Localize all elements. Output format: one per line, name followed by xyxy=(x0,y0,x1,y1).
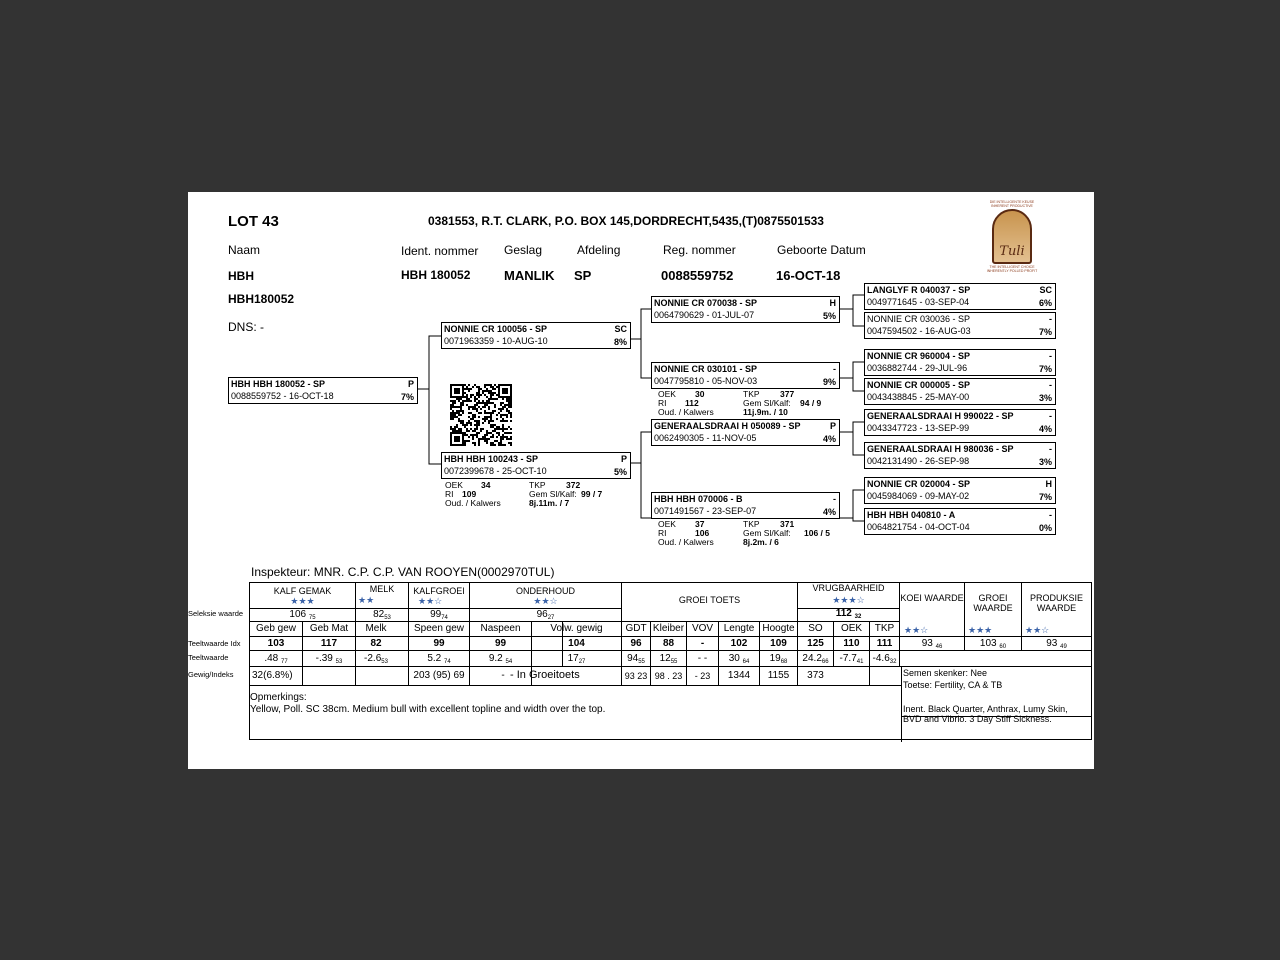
teelt-acc: 64 xyxy=(742,659,750,665)
idx-naspeen: 99 xyxy=(494,638,507,649)
sel-kalfgroei-value: 99 xyxy=(430,609,442,620)
ggp-pct: 3% xyxy=(1038,393,1052,403)
idx-koei-acc: 46 xyxy=(935,644,943,650)
animal-code: P xyxy=(407,379,414,389)
ss-name: NONNIE CR 070038 - SP xyxy=(654,298,758,308)
label-naam: Naam xyxy=(228,243,261,257)
remarks-text: Yellow, Poll. SC 38cm. Medium bull with excellent topline and width over the top. xyxy=(250,704,606,715)
teelt-geb-mat xyxy=(303,653,355,665)
sire-reg: 0071963359 - 10-AUG-10 xyxy=(444,336,548,346)
stars-vrugbaarheid: ★★★☆ xyxy=(832,595,865,605)
teelt-speen-gew xyxy=(409,653,469,665)
gewig-groeitoets: - In Groeitoets xyxy=(510,669,580,681)
group-koei: KOEI WAARDE xyxy=(900,593,964,603)
teelt-value: -7.7 xyxy=(839,653,857,664)
ggp-pct: 6% xyxy=(1038,298,1052,308)
dam-pct: 5% xyxy=(613,467,627,477)
sire-code: SC xyxy=(614,324,627,334)
ggp-code: SC xyxy=(1039,285,1052,295)
teelt-kleiber xyxy=(651,653,686,665)
logo-brand: Tuli xyxy=(999,244,1025,259)
value-naam: HBH xyxy=(228,269,254,283)
sd-oud-label: Oud. / Kalwers xyxy=(658,407,714,417)
idx-geb-gew: 103 xyxy=(267,638,285,649)
group-melk: MELK xyxy=(369,584,395,594)
ggp-reg: 0064821754 - 04-OCT-04 xyxy=(867,522,970,532)
dam-ri: 109 xyxy=(462,489,477,499)
sd-oek-label: OEK xyxy=(658,389,676,399)
sel-melk-acc: 53 xyxy=(384,615,391,621)
value-ident: HBH 180052 xyxy=(401,268,471,282)
teelt-so xyxy=(798,653,833,665)
col-hoogte: Hoogte xyxy=(762,623,795,634)
dam-oek: 34 xyxy=(481,480,491,490)
sd-oud: 11j.9m. / 10 xyxy=(743,407,788,417)
sd-code: - xyxy=(833,364,836,374)
idx-geb-mat: 117 xyxy=(320,638,338,649)
teelt-volw-gewig xyxy=(532,653,621,665)
ds-pct: 4% xyxy=(822,434,836,444)
remarks-label: Opmerkings: xyxy=(250,692,307,703)
sd-gem: 94 / 9 xyxy=(800,398,822,408)
idx-speen-gew: 99 xyxy=(433,638,445,649)
dam-ri-label: RI xyxy=(445,489,454,499)
teelt-acc: 41 xyxy=(856,659,864,665)
dd-ri-label: RI xyxy=(658,528,667,538)
ggp-code: - xyxy=(1049,380,1052,390)
ggp-pct: 7% xyxy=(1038,364,1052,374)
sd-name: NONNIE CR 030101 - SP xyxy=(654,364,758,374)
teelt-lengte xyxy=(719,653,759,665)
value-naam-full: HBH180052 xyxy=(228,292,295,306)
teelt-acc: 74 xyxy=(444,659,451,665)
dd-oek: 37 xyxy=(695,519,705,529)
teelt-value: 30 xyxy=(728,653,740,664)
stars-melk: ★★ xyxy=(358,595,375,605)
ggp-reg: 0047594502 - 16-AUG-03 xyxy=(867,326,971,336)
ggp-pct: 3% xyxy=(1038,457,1052,467)
value-geboorte: 16-OCT-18 xyxy=(776,268,841,283)
teelt-value: 94 xyxy=(627,653,639,664)
gewig-geb-gew: 32(6.8%) xyxy=(252,670,293,681)
side-label-gewig: Gewig/Indeks xyxy=(188,670,234,679)
col-melk: Melk xyxy=(365,623,387,634)
sd-oek: 30 xyxy=(695,389,705,399)
group-kalfgroei: KALFGROEI xyxy=(413,586,465,596)
teelt-acc: 55 xyxy=(670,659,678,665)
ggp-code: - xyxy=(1049,314,1052,324)
stars-onderhoud: ★★☆ xyxy=(533,596,558,606)
ss-code: H xyxy=(829,298,836,308)
breeder-info: 0381553, R.T. CLARK, P.O. BOX 145,DORDRECHT,5435,(T)0875501533 xyxy=(428,214,824,228)
col-oek: OEK xyxy=(840,623,863,634)
gewig-kleiber: 98 . 23 xyxy=(654,671,683,681)
idx-volw-gewig: 104 xyxy=(568,638,585,649)
animal-reg: 0088559752 - 16-OCT-18 xyxy=(231,391,334,401)
ggp-name: NONNIE CR 020004 - SP xyxy=(867,479,971,489)
ggp-code: - xyxy=(1049,510,1052,520)
idx-tkp: 111 xyxy=(876,638,893,649)
sel-kalfgroei-acc: 74 xyxy=(441,615,448,621)
animal-name: HBH HBH 180052 - SP xyxy=(231,379,326,389)
teelt-value: 9.2 xyxy=(488,653,503,664)
idx-groei xyxy=(965,638,1021,650)
value-afdeling: SP xyxy=(574,268,592,283)
ds-reg: 0062490305 - 11-NOV-05 xyxy=(654,433,757,443)
dd-gem-label: Gem Sl/Kalf: xyxy=(743,528,791,538)
teelt-acc: 55 xyxy=(638,659,645,665)
idx-groei-acc: 60 xyxy=(999,644,1007,650)
value-geslag: MANLIK xyxy=(504,268,555,283)
col-geb-gew: Geb gew xyxy=(255,623,297,634)
inspector: Inspekteur: MNR. C.P. C.P. VAN ROOYEN(0002970TUL) xyxy=(251,565,555,579)
sd-tkp-label: TKP xyxy=(743,389,760,399)
teelt-value: -4.6 xyxy=(872,653,890,664)
dam-tkp-label: TKP xyxy=(529,480,546,490)
dd-ri: 106 xyxy=(695,528,710,538)
idx-lengte: 102 xyxy=(730,638,748,649)
sd-reg: 0047795810 - 05-NOV-03 xyxy=(654,376,758,386)
teelt-acc: 32 xyxy=(889,659,897,665)
label-geboorte: Geboorte Datum xyxy=(777,243,866,257)
ggp-pct: 0% xyxy=(1038,523,1052,533)
vaccinations: Inent. Black Quarter, Anthrax, Lumy Skin, BVD and Vibrio. 3 Day Stiff Sickness. xyxy=(903,704,1068,724)
sel-vrugbaarheid-value: 112 xyxy=(835,608,852,619)
group-kalf-gemak: KALF GEMAK xyxy=(273,586,332,596)
group-groei: GROEI WAARDE xyxy=(973,593,1013,613)
idx-produksie xyxy=(1022,638,1091,650)
ggp-code: H xyxy=(1045,479,1052,489)
dam-name: HBH HBH 100243 - SP xyxy=(444,454,539,464)
teelt-acc: 66 xyxy=(821,659,829,665)
idx-produksie-value: 93 xyxy=(1046,638,1058,649)
gewig-hoogte: 1155 xyxy=(767,670,790,681)
tests: Toetse: Fertility, CA & TB xyxy=(903,680,1003,690)
ggp-name: GENERAALSDRAAI H 990022 - SP xyxy=(867,411,1014,421)
teelt-vov xyxy=(687,653,718,664)
teelt-naspeen xyxy=(470,653,531,665)
ggp-reg: 0043438845 - 25-MAY-00 xyxy=(867,392,970,402)
sel-melk-value: 82 xyxy=(373,609,385,620)
ggp-pct: 7% xyxy=(1038,327,1052,337)
sel-kalfgroei xyxy=(409,609,469,621)
ggp-name: HBH HBH 040810 - A xyxy=(867,510,956,520)
dd-tkp-label: TKP xyxy=(743,519,760,529)
sire-name: NONNIE CR 100056 - SP xyxy=(444,324,548,334)
side-label-teelt: Teeltwaarde xyxy=(188,653,229,662)
ggp-reg: 0042131490 - 26-SEP-98 xyxy=(867,456,970,466)
sel-onderhoud-value: 96 xyxy=(536,609,548,620)
semen-donor: Semen skenker: Nee xyxy=(903,668,988,678)
ggp-name: LANGLYF R 040037 - SP xyxy=(867,285,971,295)
teelt-acc: - xyxy=(703,653,708,664)
catalogue-page xyxy=(188,192,1094,769)
ggp-pct: 4% xyxy=(1038,424,1052,434)
dd-gem: 106 / 5 xyxy=(804,528,830,538)
idx-koei-value: 93 xyxy=(921,638,933,649)
label-geslag: Geslag xyxy=(504,243,543,257)
col-so: SO xyxy=(808,623,823,634)
col-volw-gewig: Volw. gewig xyxy=(550,623,603,634)
side-label-seleksie: Seleksie waarde xyxy=(188,609,244,618)
ggp-name: GENERAALSDRAAI H 980036 - SP xyxy=(867,444,1014,454)
sel-kalf-gemak-value: 106 xyxy=(289,609,307,620)
stars-produksie: ★★☆ xyxy=(1025,625,1050,635)
gewig-lengte: 1344 xyxy=(727,670,751,681)
teelt-value: .48 xyxy=(264,653,279,664)
stars-kalf-gemak: ★★★ xyxy=(290,596,315,606)
sire-pct: 8% xyxy=(613,337,627,347)
logo-bottom2: INHERENTLY POLLED PROFIT xyxy=(986,269,1038,273)
side-label-teelt-idx: Teeltwaarde Idx xyxy=(188,639,241,648)
dd-code: - xyxy=(833,494,836,504)
sd-ri: 112 xyxy=(685,398,699,408)
group-produksie: PRODUKSIE WAARDE xyxy=(1029,593,1083,613)
sel-vrugbaarheid-acc: 32 xyxy=(854,614,862,620)
col-tkp: TKP xyxy=(874,623,895,634)
sel-onderhoud-acc: 27 xyxy=(547,615,555,621)
label-afdeling: Afdeling xyxy=(577,243,621,257)
ggp-reg: 0036882744 - 29-JUL-96 xyxy=(867,363,968,373)
teelt-value: -2.6 xyxy=(364,653,382,664)
teelt-oek xyxy=(834,653,869,665)
lot-number: LOT 43 xyxy=(228,213,279,230)
ggp-name: NONNIE CR 000005 - SP xyxy=(867,380,971,390)
gewig-vov: - 23 xyxy=(694,671,711,681)
gewig-so: 373 xyxy=(807,670,824,681)
teelt-value: 24.2 xyxy=(802,653,822,664)
ggp-reg: 0045984069 - 09-MAY-02 xyxy=(867,491,970,501)
teelt-value: - xyxy=(697,653,702,664)
animal-pct: 7% xyxy=(400,392,414,402)
sel-onderhoud xyxy=(470,609,621,621)
teelt-hoogte xyxy=(760,653,797,665)
sel-kalf-gemak-acc: 75 xyxy=(308,615,316,621)
ggp-reg: 0049771645 - 03-SEP-04 xyxy=(867,297,970,307)
dam-oek-label: OEK xyxy=(445,480,463,490)
dd-pct: 4% xyxy=(822,507,836,517)
gewig-gdt: 93 23 xyxy=(624,671,648,681)
sel-kalf-gemak xyxy=(250,609,355,621)
ggp-name: NONNIE CR 960004 - SP xyxy=(867,351,971,361)
label-ident: Ident. nommer xyxy=(401,244,479,258)
dam-gem: 99 / 7 xyxy=(581,489,603,499)
ds-name: GENERAALSDRAAI H 050089 - SP xyxy=(654,421,801,431)
teelt-melk xyxy=(356,653,396,665)
ggp-code: - xyxy=(1049,351,1052,361)
group-vrugbaarheid: VRUGBAARHEID xyxy=(812,583,885,593)
teelt-value: 19 xyxy=(769,653,781,664)
teelt-value: -.39 xyxy=(315,653,333,664)
dam-reg: 0072399678 - 25-OCT-10 xyxy=(444,466,547,476)
ggp-pct: 7% xyxy=(1038,492,1052,502)
dam-gem-label: Gem Sl/Kalf: xyxy=(529,489,577,499)
idx-koei xyxy=(900,638,964,650)
col-gdt: GDT xyxy=(625,623,647,634)
dd-oek-label: OEK xyxy=(658,519,676,529)
logo-line2: INHERENT PRODUCTIVE xyxy=(991,204,1033,208)
dns-label: DNS: - xyxy=(228,320,264,334)
col-kleiber: Kleiber xyxy=(652,623,685,634)
group-groei-toets: GROEI TOETS xyxy=(678,595,741,605)
col-vov: VOV xyxy=(691,623,714,634)
idx-oek: 110 xyxy=(843,638,860,649)
sel-vrugbaarheid xyxy=(798,608,899,620)
teelt-acc: 27 xyxy=(578,659,586,665)
gewig-speen: 203 (95) 69 xyxy=(413,670,465,681)
idx-hoogte: 109 xyxy=(770,638,787,649)
teelt-tkp xyxy=(870,653,899,665)
ggp-code: - xyxy=(1049,444,1052,454)
idx-so: 125 xyxy=(807,638,824,649)
sel-melk xyxy=(356,609,408,621)
dam-oud-label: Oud. / Kalwers xyxy=(445,498,501,508)
dd-tkp: 371 xyxy=(780,519,795,529)
col-speen-gew: Speen gew xyxy=(413,623,465,634)
dd-oud-label: Oud. / Kalwers xyxy=(658,537,714,547)
value-reg: 0088559752 xyxy=(661,268,734,283)
teelt-acc: 77 xyxy=(281,659,288,665)
dd-name: HBH HBH 070006 - B xyxy=(654,494,743,504)
sd-pct: 9% xyxy=(822,377,836,387)
idx-vov: - xyxy=(700,638,705,649)
teelt-acc: 53 xyxy=(335,659,343,665)
ggp-reg: 0043347723 - 13-SEP-99 xyxy=(867,423,970,433)
stars-koei: ★★☆ xyxy=(904,625,929,635)
idx-kleiber: 88 xyxy=(662,638,675,649)
teelt-value: 5.2 xyxy=(427,653,442,664)
group-onderhoud: ONDERHOUD xyxy=(515,586,575,596)
teelt-value: 17 xyxy=(567,653,579,664)
teelt-acc: 53 xyxy=(381,659,388,665)
sd-tkp: 377 xyxy=(780,389,795,399)
col-naspeen: Naspeen xyxy=(480,623,521,634)
idx-produksie-acc: 49 xyxy=(1060,644,1067,650)
col-lengte: Lengte xyxy=(723,623,755,634)
ggp-code: - xyxy=(1049,411,1052,421)
col-geb-mat: Geb Mat xyxy=(309,623,349,634)
teelt-geb-gew xyxy=(250,653,302,665)
dam-oud: 8j.11m. / 7 xyxy=(529,498,570,508)
teelt-value: 12 xyxy=(659,653,671,664)
logo-bottom-text: THE INTELLIGENT CHOICE xyxy=(989,265,1035,269)
sd-ri-label: RI xyxy=(658,398,667,408)
idx-groei-value: 103 xyxy=(979,638,997,649)
gewig-naspeen: - xyxy=(501,670,505,681)
sd-gem-label: Gem Sl/Kalf: xyxy=(743,398,791,408)
stars-kalfgroei: ★★☆ xyxy=(418,596,443,606)
teelt-gdt xyxy=(622,653,650,665)
dd-reg: 0071491567 - 23-SEP-07 xyxy=(654,506,757,516)
teelt-acc: 68 xyxy=(780,659,788,665)
teelt-acc: 54 xyxy=(505,659,513,665)
dd-oud: 8j.2m. / 6 xyxy=(743,537,779,547)
label-reg: Reg. nommer xyxy=(663,243,736,257)
dam-code: P xyxy=(620,454,627,464)
idx-melk: 82 xyxy=(370,638,382,649)
ss-pct: 5% xyxy=(822,311,836,321)
logo-top-text: DIE INTELLIGENTE KEUSE xyxy=(989,200,1035,204)
ds-code: P xyxy=(829,421,836,431)
ggp-name: NONNIE CR 030036 - SP xyxy=(867,314,971,324)
stars-groei: ★★★ xyxy=(968,625,993,635)
ss-reg: 0064790629 - 01-JUL-07 xyxy=(654,310,755,320)
idx-gdt: 96 xyxy=(630,638,642,649)
dam-tkp: 372 xyxy=(566,480,581,490)
